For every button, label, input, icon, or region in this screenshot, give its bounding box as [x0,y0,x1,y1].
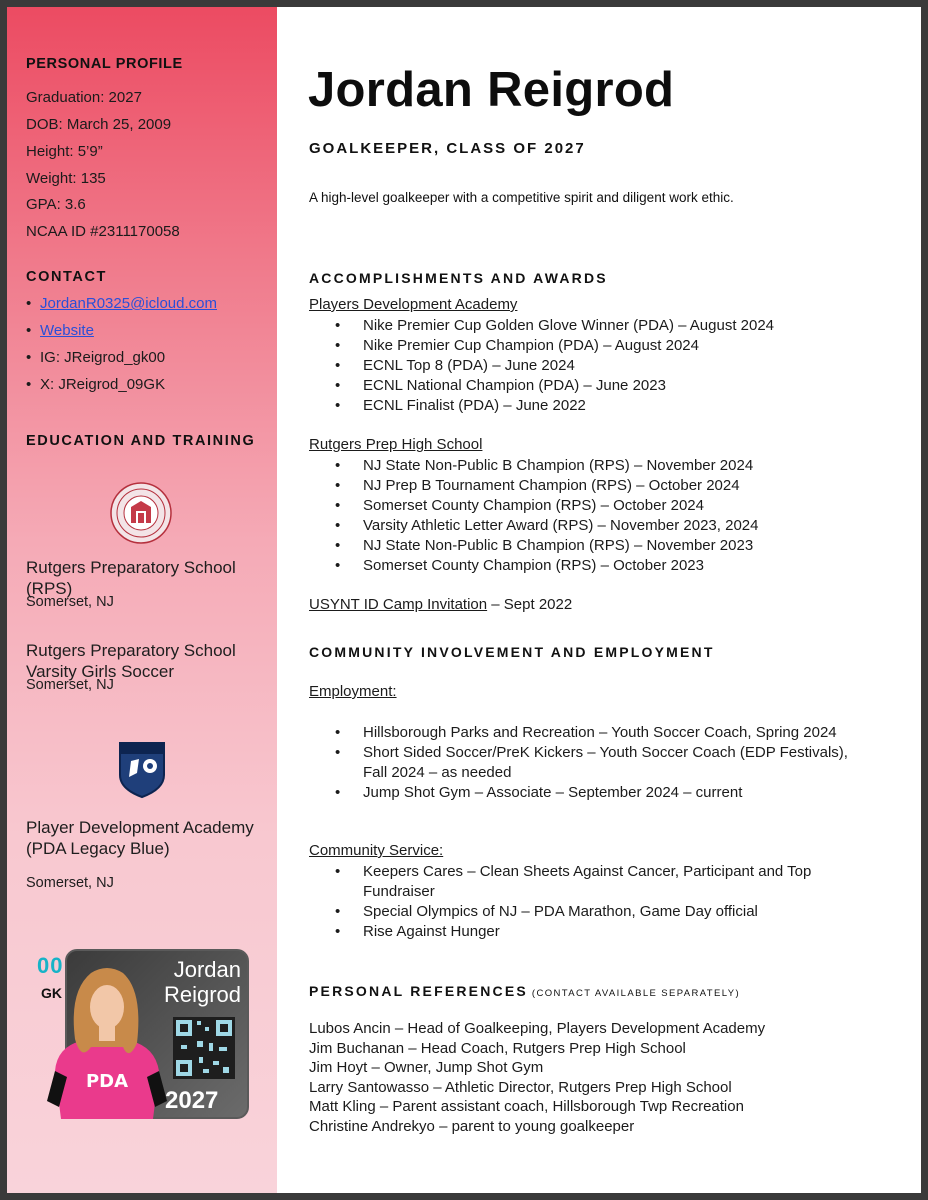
school-rps-soccer-location: Somerset, NJ [26,677,114,693]
accomplishments-heading: ACCOMPLISHMENTS AND AWARDS [309,270,608,286]
email-link[interactable]: JordanR0325@icloud.com [40,295,217,312]
list-item: • Short Sided Soccer/PreK Kickers – Youth Soccer Coach (EDP Festivals), Fall 2024 – as needed [309,743,869,783]
list-item: • Keepers Cares – Clean Sheets Against Cancer, Participant and Top Fundraiser [309,862,869,902]
jersey-text: PDA [85,1071,129,1092]
contact-email-item [26,294,217,321]
profile-graduation: Graduation: 2027 [26,89,142,106]
list-item: • Special Olympics of NJ – PDA Marathon, Game Day official [309,902,869,922]
page-title: Jordan Reigrod [308,63,675,117]
list-item: Jim Hoyt – Owner, Jump Shot Gym [309,1059,544,1077]
website-link[interactable]: Website [40,322,94,339]
main-content [277,7,921,1193]
references-heading [309,983,740,999]
contact-list [26,294,217,402]
list-item: Lubos Ancin – Head of Goalkeeping, Players Development Academy [309,1020,766,1037]
service-title: Community Service: [309,842,444,859]
rps-awards-list [309,456,869,576]
contact-website-item [26,321,217,348]
list-item: • ECNL National Champion (PDA) – June 2023 [309,376,869,396]
community-heading: COMMUNITY INVOLVEMENT AND EMPLOYMENT [309,644,715,660]
school-rps-location: Somerset, NJ [26,594,114,610]
list-item: Larry Santowasso – Athletic Director, Rutgers Prep High School [309,1078,732,1096]
references-title: PERSONAL REFERENCES [309,983,528,999]
card-position: GK [41,985,62,1001]
list-item: • NJ Prep B Tournament Champion (RPS) – October 2024 [309,476,869,496]
summary: A high-level goalkeeper with a competitive spirit and diligent work ethic. [309,190,734,205]
school-pda-location: Somerset, NJ [26,875,114,891]
list-item: • Jump Shot Gym – Associate – September 2024 – current [309,783,869,803]
school-rps-soccer: Rutgers Preparatory School Varsity Girls Soccer [26,641,236,681]
references-note: (CONTACT AVAILABLE SEPARATELY) [531,988,741,999]
pda-crest-icon [117,739,167,799]
profile-gpa: GPA: 3.6 [26,196,86,213]
usynt-date: – Sept 2022 [487,596,573,613]
resume-page [7,7,921,1193]
references-list [309,1019,765,1137]
qr-code-icon [173,1017,235,1079]
education-heading: EDUCATION AND TRAINING [26,433,256,449]
sidebar [7,7,277,1193]
list-item: • Somerset County Champion (RPS) – October 2024 [309,496,869,516]
pda-group-title: Players Development Academy [309,296,518,313]
contact-heading: CONTACT [26,269,108,285]
list-item: • Hillsborough Parks and Recreation – Youth Soccer Coach, Spring 2024 [309,723,869,743]
list-item: • ECNL Finalist (PDA) – June 2022 [309,396,869,416]
pda-awards-list [309,316,869,416]
list-item: • Nike Premier Cup Golden Glove Winner (PDA) – August 2024 [309,316,869,336]
rps-group-title: Rutgers Prep High School [309,436,483,453]
rps-seal-icon [109,481,173,545]
list-item: • NJ State Non-Public B Champion (RPS) – November 2023 [309,536,869,556]
card-first-name: Jordan [173,957,241,982]
list-item: • Somerset County Champion (RPS) – October 2023 [309,556,869,576]
profile-weight: Weight: 135 [26,170,106,187]
profile-ncaa-id: NCAA ID #2311170058 [26,223,180,240]
profile-dob: DOB: March 25, 2009 [26,116,172,133]
card-year: 2027 [165,1087,219,1114]
list-item: • ECNL Top 8 (PDA) – June 2024 [309,356,869,376]
list-item: • NJ State Non-Public B Champion (RPS) – November 2024 [309,456,869,476]
usynt-line [309,596,572,613]
list-item: Jim Buchanan – Head Coach, Rutgers Prep High School [309,1039,686,1057]
card-number: 00 [37,953,64,978]
subtitle: GOALKEEPER, CLASS OF 2027 [309,140,586,157]
contact-instagram: • IG: JReigrod_gk00 [26,348,217,375]
school-pda: Player Development Academy (PDA Legacy Blue) [26,818,254,858]
profile-heading: PERSONAL PROFILE [26,56,183,72]
profile-height: Height: 5’9” [26,143,103,160]
player-card [37,947,247,1119]
employment-list [309,723,869,803]
card-name [145,957,241,1007]
list-item: • Nike Premier Cup Champion (PDA) – August 2024 [309,336,869,356]
service-list [309,862,869,942]
list-item: Matt Kling – Parent assistant coach, Hillsborough Twp Recreation [309,1098,744,1116]
school-rps: Rutgers Preparatory School (RPS) [26,558,236,598]
list-item: Christine Andrekyo – parent to young goalkeeper [309,1117,635,1135]
employment-title: Employment: [309,683,397,700]
card-last-name: Reigrod [163,982,241,1007]
usynt-link: USYNT ID Camp Invitation [309,596,488,613]
list-item: • Rise Against Hunger [309,922,869,942]
contact-x: • X: JReigrod_09GK [26,375,217,402]
list-item: • Varsity Athletic Letter Award (RPS) – November 2023, 2024 [309,516,869,536]
